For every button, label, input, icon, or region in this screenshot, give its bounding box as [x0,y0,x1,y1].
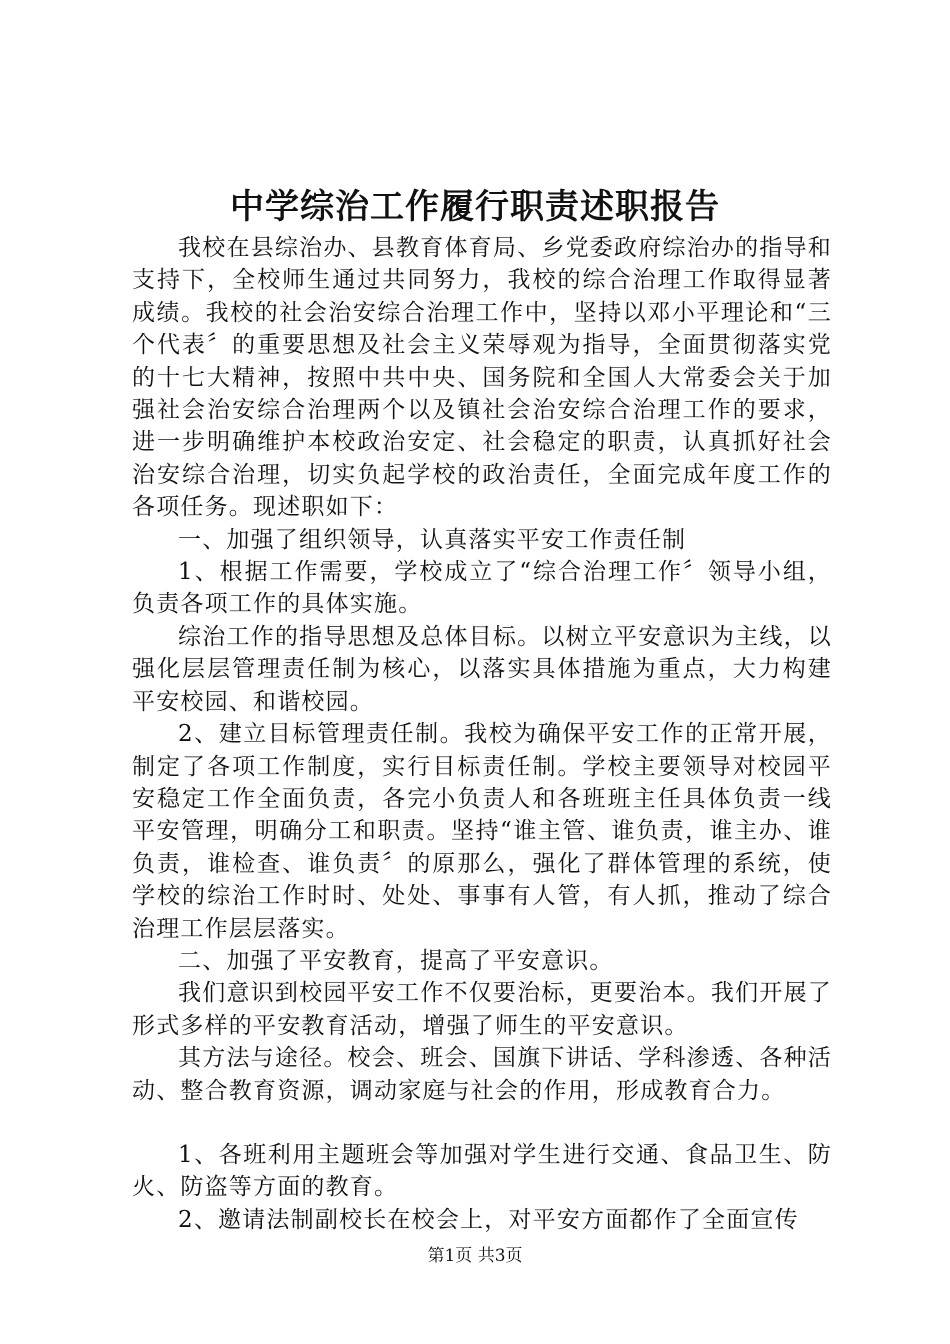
section-heading-2: 二、加强了平安教育，提高了平安意识。 [178,947,614,974]
document-title: 中学综治工作履行职责述职报告 [230,187,720,227]
paragraph-item: 综治工作的指导思想及总体目标。以树立平安意识为主线，以强化层层管理责任制为核心，以落实具体措施为重点，大力构建平安校园、和谐校园。 [132,623,832,715]
paragraph-item: 其方法与途径。校会、班会、国旗下讲话、学科渗透、各种活动、整合教育资源，调动家庭与社会的作用，形成教育合力。 [132,1045,832,1104]
page-number: 第1页 共3页 [427,1246,523,1266]
paragraph-item: 我们意识到校园平安工作不仅要治标，更要治本。我们开展了形式多样的平安教育活动，增强了师生的平安意识。 [132,980,832,1039]
paragraph-item: 2、建立目标管理责任制。我校为确保平安工作的正常开展，制定了各项工作制度，实行目标责任制。学校主要领导对校园平安稳定工作全面负责，各完小负责人和各班班主任具体负责一线平安管理，明确分工和职责。坚持“谁主管、谁负责，谁主办、谁负责，谁检查、谁负责〞的原那么，强化了群体管理的系统，使学校的综治工作时时、处处、事事有人管，有人抓，推动了综合治理工作层层落实。 [132,721,832,942]
document-body [132,232,832,1236]
paragraph-item: 1、各班利用主题班会等加强对学生进行交通、食品卫生、防火、防盗等方面的教育。 [132,1141,832,1201]
paragraph-intro: 我校在县综治办、县教育体育局、乡党委政府综治办的指导和支持下，全校师生通过共同努力，我校的综合治理工作取得显著成绩。我校的社会治安综合治理工作中，坚持以邓小平理论和“三个代表〞的重要思想及社会主义荣辱观为指导，全面贯彻落实党的十七大精神，按照中共中央、国务院和全国人大常委会关于加强社会治安综合治理两个以及镇社会治安综合治理工作的要求，进一步明确维护本校政治安定、社会稳定的职责，认真抓好社会治安综合治理，切实负起学校的政治责任，全面完成年度工作的各项任务。现述职如下： [132,235,832,521]
section-heading-1: 一、加强了组织领导，认真落实平安工作责任制 [178,526,687,553]
paragraph-item: 2、邀请法制副校长在校会上，对平安方面都作了全面宣传 [178,1206,799,1233]
paragraph-item: 1、根据工作需要，学校成立了“综合治理工作〞领导小组，负责各项工作的具体实施。 [132,559,832,618]
